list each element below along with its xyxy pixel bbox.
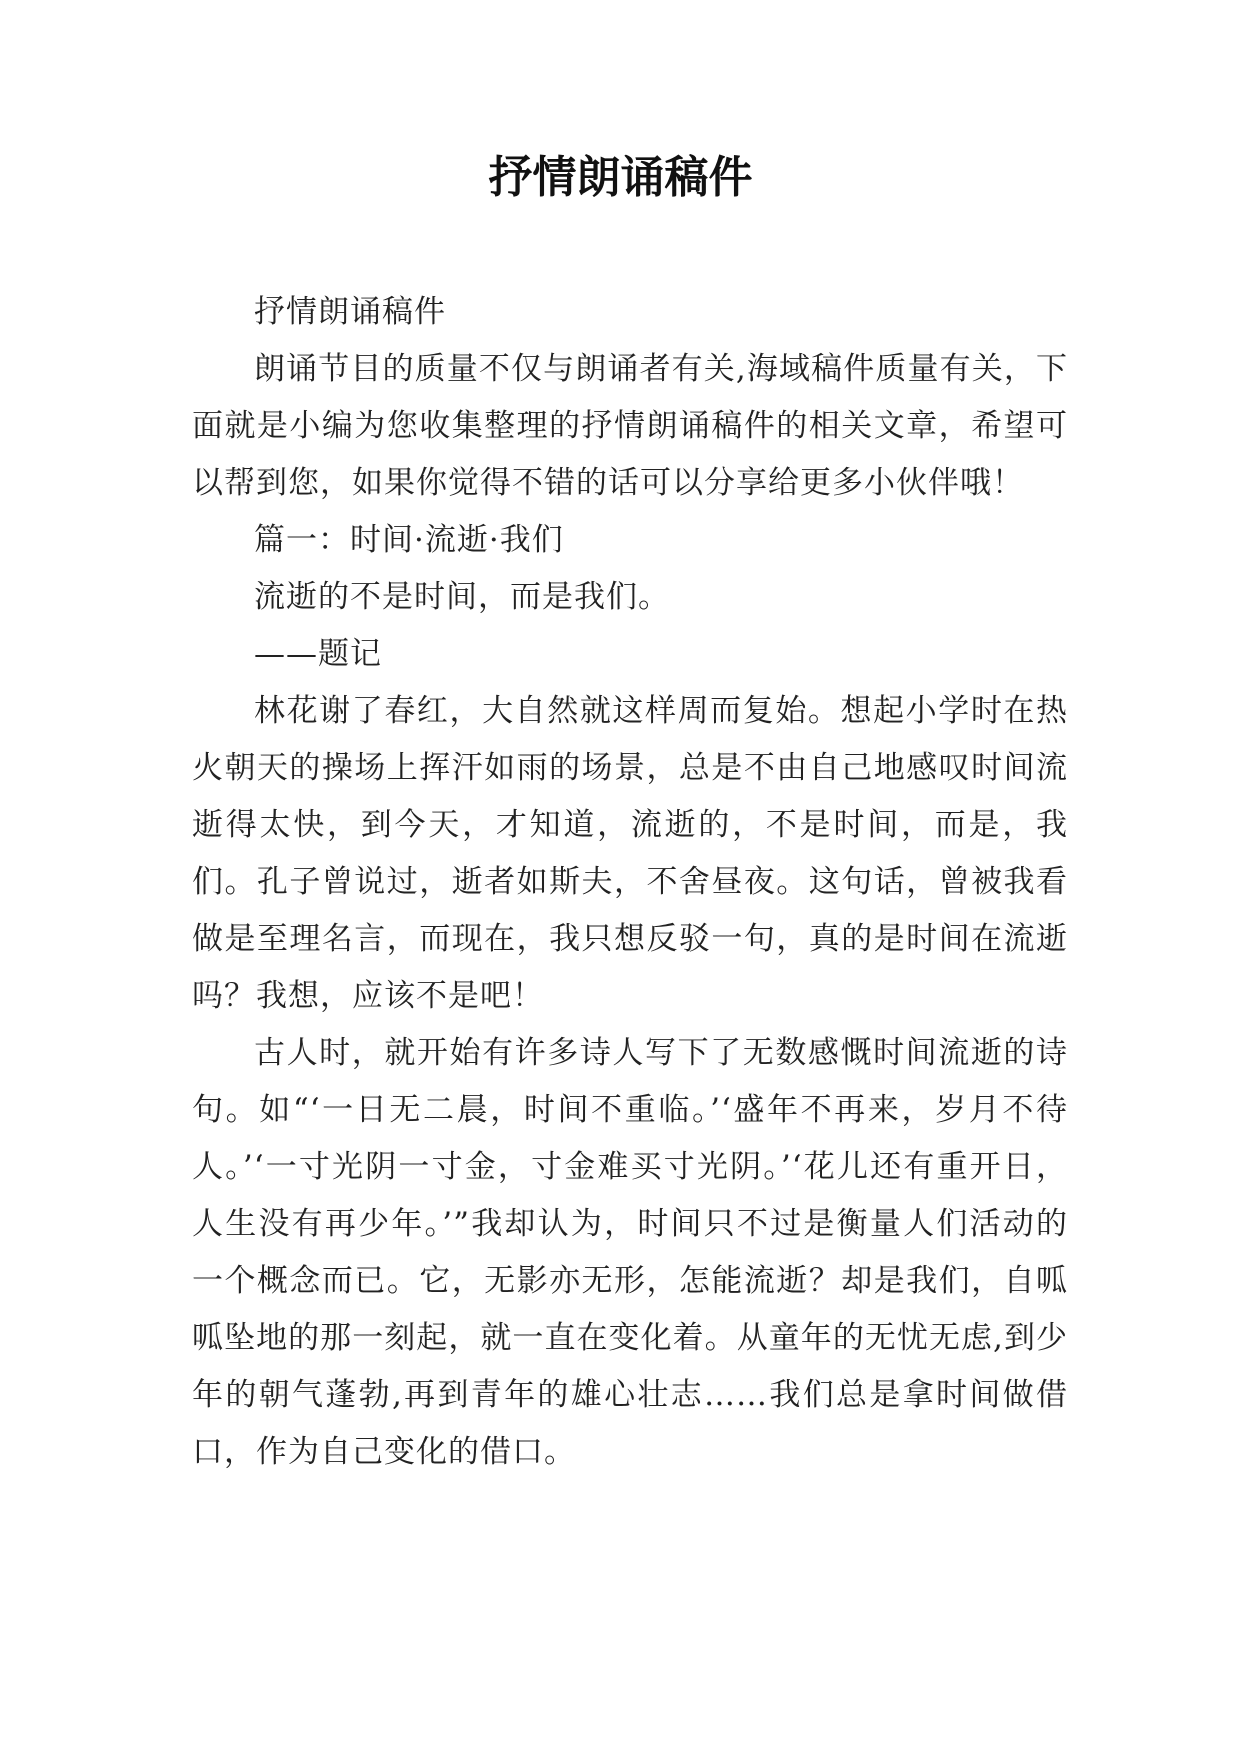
- paragraph-body-2: 古人时，就开始有许多诗人写下了无数感慨时间流逝的诗句。如“‘一日无二晨，时间不重临。’‘盛年不再来，岁月不待人。’‘一寸光阴一寸金，寸金难买寸光阴。’‘花儿还有重开日，人生没有再少年。’”我却认为，时间只不过是衡量人们活动的一个概念而已。它，无影亦无形，怎能流逝？却是我们，自呱呱坠地的那一刻起，就一直在变化着。从童年的无忧无虑,到少年的朝气蓬勃,再到青年的雄心壮志……我们总是拿时间做借口，作为自己变化的借口。: [192, 1035, 1068, 1470]
- document-title: 抒情朗诵稿件: [488, 152, 753, 203]
- epigraph: 流逝的不是时间，而是我们。: [254, 579, 670, 615]
- document-body: [192, 284, 1068, 1481]
- paragraph-heading: 抒情朗诵稿件: [254, 294, 446, 330]
- paragraph-intro: 朗诵节目的质量不仅与朗诵者有关,海域稿件质量有关，下面就是小编为您收集整理的抒情朗诵稿件的相关文章，希望可以帮到您，如果你觉得不错的话可以分享给更多小伙伴哦！: [192, 351, 1068, 501]
- paragraph-body-1: 林花谢了春红，大自然就这样周而复始。想起小学时在热火朝天的操场上挥汗如雨的场景，总是不由自己地感叹时间流逝得太快，到今天，才知道，流逝的，不是时间，而是，我们。孔子曾说过，逝者如斯夫，不舍昼夜。这句话，曾被我看做是至理名言，而现在，我只想反驳一句，真的是时间在流逝吗？我想，应该不是吧！: [192, 693, 1068, 1014]
- epigraph-attribution: ——题记: [254, 636, 382, 672]
- section-heading: 篇一：时间·流逝·我们: [254, 522, 564, 558]
